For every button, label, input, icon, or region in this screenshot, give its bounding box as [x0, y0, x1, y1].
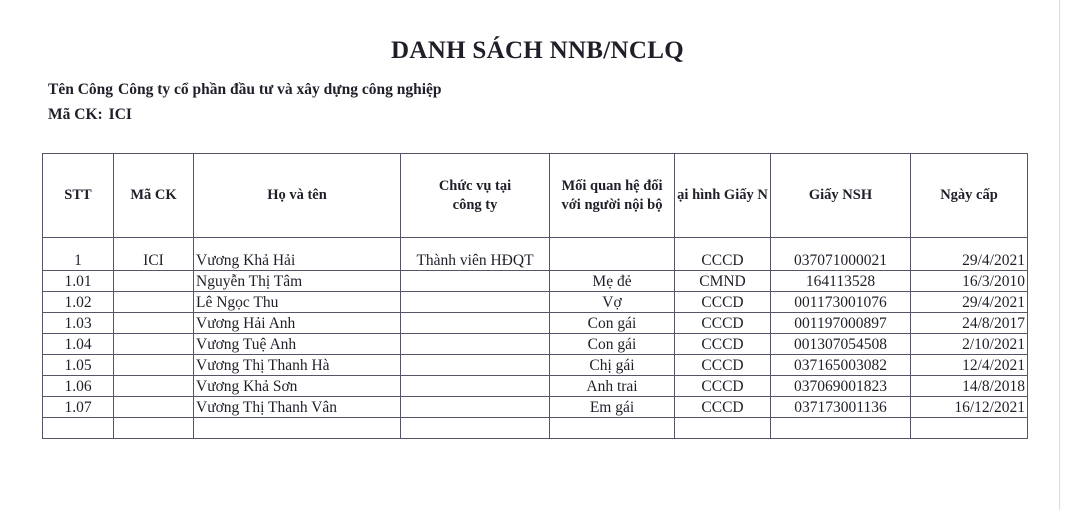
cell-document-number: 001197000897 — [771, 313, 911, 334]
cell-document-type — [675, 418, 771, 439]
cell-position — [401, 397, 550, 418]
header-relationship: Mối quan hệ đối với người nội bộ — [550, 154, 675, 238]
cell-position: Thành viên HĐQT — [401, 238, 550, 271]
cell-issue-date: 16/12/2021 — [911, 397, 1028, 418]
cell-issue-date: 29/4/2021 — [911, 238, 1028, 271]
cell-relationship: Chị gái — [550, 355, 675, 376]
cell-position — [401, 313, 550, 334]
cell-document-type: CMND — [675, 271, 771, 292]
cell-stock-code — [114, 376, 194, 397]
cell-document-type: CCCD — [675, 355, 771, 376]
table-row — [43, 376, 1028, 397]
cell-position — [401, 418, 550, 439]
header-full-name: Họ và tên — [194, 154, 401, 238]
cell-document-number: 037173001136 — [771, 397, 911, 418]
cell-position — [401, 292, 550, 313]
cell-position — [401, 355, 550, 376]
header-stock-code: Mã CK — [114, 154, 194, 238]
cell-issue-date: 29/4/2021 — [911, 292, 1028, 313]
cell-document-number: 037069001823 — [771, 376, 911, 397]
cell-relationship — [550, 238, 675, 271]
cell-stock-code — [114, 418, 194, 439]
header-position: Chức vụ tại công ty — [401, 154, 550, 238]
cell-document-type: CCCD — [675, 238, 771, 271]
cell-stt: 1.05 — [43, 355, 114, 376]
cell-position — [401, 334, 550, 355]
stock-code-value: ICI — [108, 106, 132, 123]
cell-full-name: Lê Ngọc Thu — [194, 292, 401, 313]
header-document-number: Giấy NSH — [771, 154, 911, 238]
company-line — [48, 81, 442, 99]
table-row — [43, 355, 1028, 376]
cell-full-name: Nguyễn Thị Tâm — [194, 271, 401, 292]
cell-issue-date: 12/4/2021 — [911, 355, 1028, 376]
cell-document-type: CCCD — [675, 292, 771, 313]
insider-table — [42, 153, 1028, 439]
cell-full-name: Vương Tuệ Anh — [194, 334, 401, 355]
cell-issue-date: 24/8/2017 — [911, 313, 1028, 334]
stock-code-label: Mã CK: — [48, 106, 103, 123]
header-issue-date: Ngày cấp — [911, 154, 1028, 238]
cell-document-type: CCCD — [675, 376, 771, 397]
cell-stock-code: ICI — [114, 238, 194, 271]
cell-full-name: Vương Thị Thanh Hà — [194, 355, 401, 376]
cell-full-name: Vương Khả Hải — [194, 238, 401, 271]
cell-full-name — [194, 418, 401, 439]
cell-stock-code — [114, 271, 194, 292]
table-header-row — [43, 154, 1028, 238]
cell-document-number: 001173001076 — [771, 292, 911, 313]
cell-stt: 1.02 — [43, 292, 114, 313]
cell-relationship: Vợ — [550, 292, 675, 313]
cell-position — [401, 271, 550, 292]
table-row — [43, 418, 1028, 439]
header-document-type: ại hình Giấy N — [675, 154, 771, 238]
table-row — [43, 397, 1028, 418]
company-name: Công ty cổ phần đầu tư và xây dựng công nghiệp — [118, 81, 442, 98]
cell-document-type: CCCD — [675, 397, 771, 418]
cell-issue-date: 14/8/2018 — [911, 376, 1028, 397]
cell-stock-code — [114, 292, 194, 313]
header-stt: STT — [43, 154, 114, 238]
stock-code-line — [48, 106, 132, 124]
cell-stt: 1.03 — [43, 313, 114, 334]
cell-relationship: Em gái — [550, 397, 675, 418]
cell-document-number: 037165003082 — [771, 355, 911, 376]
cell-issue-date: 2/10/2021 — [911, 334, 1028, 355]
cell-document-number: 164113528 — [771, 271, 911, 292]
table-row — [43, 292, 1028, 313]
cell-stock-code — [114, 334, 194, 355]
cell-relationship: Anh trai — [550, 376, 675, 397]
cell-full-name: Vương Hải Anh — [194, 313, 401, 334]
cell-document-type: CCCD — [675, 313, 771, 334]
cell-document-number: 037071000021 — [771, 238, 911, 271]
cell-stock-code — [114, 355, 194, 376]
cell-full-name: Vương Thị Thanh Vân — [194, 397, 401, 418]
cell-issue-date — [911, 418, 1028, 439]
cell-stt — [43, 418, 114, 439]
cell-issue-date: 16/3/2010 — [911, 271, 1028, 292]
cell-stt: 1.04 — [43, 334, 114, 355]
document-title: DANH SÁCH NNB/NCLQ — [391, 37, 684, 64]
table-row — [43, 238, 1028, 271]
table-row — [43, 271, 1028, 292]
cell-stt: 1.01 — [43, 271, 114, 292]
cell-stt: 1.07 — [43, 397, 114, 418]
cell-relationship: Con gái — [550, 313, 675, 334]
cell-relationship: Mẹ đẻ — [550, 271, 675, 292]
cell-document-number: 001307054508 — [771, 334, 911, 355]
table-row — [43, 334, 1028, 355]
cell-stock-code — [114, 313, 194, 334]
cell-stt: 1.06 — [43, 376, 114, 397]
page-edge-line — [1059, 0, 1060, 510]
table-row — [43, 313, 1028, 334]
cell-position — [401, 376, 550, 397]
cell-relationship — [550, 418, 675, 439]
cell-document-type: CCCD — [675, 334, 771, 355]
cell-full-name: Vương Khả Sơn — [194, 376, 401, 397]
cell-document-number — [771, 418, 911, 439]
cell-stock-code — [114, 397, 194, 418]
cell-stt: 1 — [43, 238, 114, 271]
cell-relationship: Con gái — [550, 334, 675, 355]
company-label: Tên Công — [48, 81, 114, 98]
